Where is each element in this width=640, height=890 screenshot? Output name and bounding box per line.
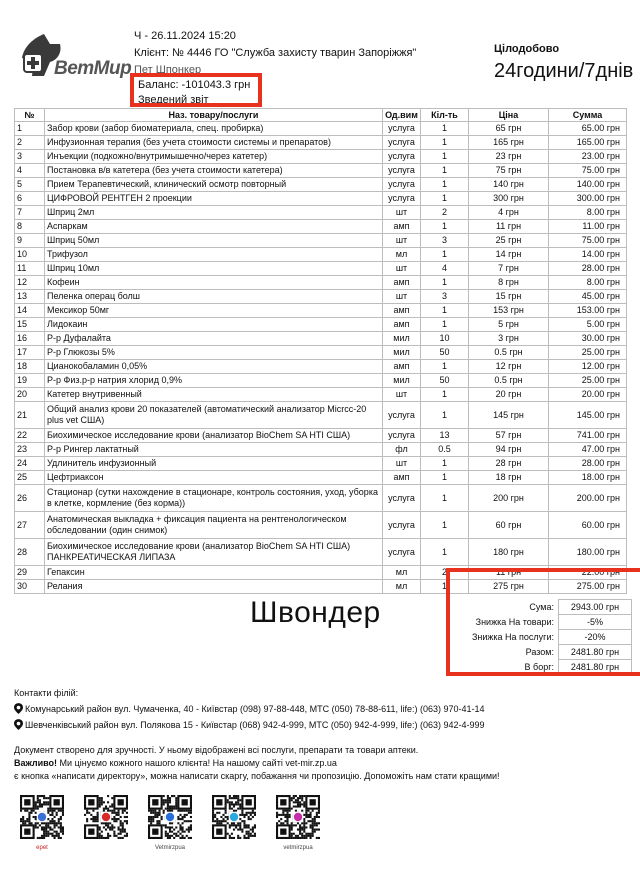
row-price: 94 грн	[469, 443, 549, 457]
row-price: 0.5 грн	[469, 374, 549, 388]
row-num: 20	[15, 388, 45, 402]
row-qty: 10	[421, 332, 469, 346]
row-num: 9	[15, 234, 45, 248]
row-name: Цианокобаламин 0,05%	[45, 360, 383, 374]
table-row	[15, 136, 627, 150]
row-name: Гепаксин	[45, 566, 383, 580]
signature: Швондер	[250, 596, 381, 629]
totals-label: В борг:	[524, 662, 554, 672]
row-qty: 1	[421, 471, 469, 485]
row-unit: амп	[383, 471, 421, 485]
row-unit: амп	[383, 276, 421, 290]
col-header-qty: Кіл-ть	[421, 109, 469, 122]
row-unit: амп	[383, 360, 421, 374]
row-name: Шприц 10мл	[45, 262, 383, 276]
row-sum: 275.00 грн	[549, 580, 627, 594]
table-row	[15, 178, 627, 192]
row-sum: 30.00 грн	[549, 332, 627, 346]
row-num: 26	[15, 485, 45, 512]
row-price: 140 грн	[469, 178, 549, 192]
row-sum: 28.00 грн	[549, 262, 627, 276]
row-qty: 1	[421, 580, 469, 594]
row-num: 12	[15, 276, 45, 290]
row-name: Р-р Глюкозы 5%	[45, 346, 383, 360]
row-qty: 1	[421, 276, 469, 290]
totals-label: Разом:	[525, 647, 554, 657]
table-row	[15, 276, 627, 290]
row-num: 13	[15, 290, 45, 304]
row-price: 15 грн	[469, 290, 549, 304]
row-name: Пеленка операц болш	[45, 290, 383, 304]
row-name: Р-р Рингер лактатный	[45, 443, 383, 457]
row-price: 200 грн	[469, 485, 549, 512]
row-qty: 1	[421, 178, 469, 192]
table-row	[15, 485, 627, 512]
row-qty: 3	[421, 290, 469, 304]
col-header-price: Ціна	[469, 109, 549, 122]
row-sum: 45.00 грн	[549, 290, 627, 304]
row-name: ЦИФРОВОЙ РЕНТГЕН 2 проекции	[45, 192, 383, 206]
row-num: 17	[15, 346, 45, 360]
row-sum: 28.00 грн	[549, 457, 627, 471]
table-row	[15, 318, 627, 332]
row-qty: 1	[421, 122, 469, 136]
row-sum: 153.00 грн	[549, 304, 627, 318]
row-price: 14 грн	[469, 248, 549, 262]
note-2-bold: Важливо!	[14, 758, 58, 768]
items-table	[14, 108, 627, 594]
row-unit: амп	[383, 318, 421, 332]
row-sum: 140.00 грн	[549, 178, 627, 192]
row-price: 60 грн	[469, 512, 549, 539]
table-row	[15, 122, 627, 136]
table-row	[15, 304, 627, 318]
date-line: Ч - 26.11.2024 15:20	[134, 30, 236, 42]
row-price: 4 грн	[469, 206, 549, 220]
branch-2-text: Шевченківський район вул. Полякова 15 - Київстар (068) 942-4-999, МТС (050) 942-4-999, life:) (063) 942-4-999	[25, 720, 485, 730]
qr-label: epet	[36, 845, 48, 851]
row-num: 19	[15, 374, 45, 388]
location-pin-icon	[14, 703, 23, 714]
row-unit: услуга	[383, 429, 421, 443]
table-row	[15, 262, 627, 276]
row-sum: 25.00 грн	[549, 346, 627, 360]
qr-code-icon[interactable]	[84, 795, 128, 839]
row-qty: 2	[421, 206, 469, 220]
row-sum: 5.00 грн	[549, 318, 627, 332]
row-num: 3	[15, 150, 45, 164]
row-price: 8 грн	[469, 276, 549, 290]
totals-value: 2481.80 грн	[559, 645, 632, 660]
row-price: 165 грн	[469, 136, 549, 150]
row-qty: 1	[421, 220, 469, 234]
row-price: 153 грн	[469, 304, 549, 318]
row-unit: шт	[383, 234, 421, 248]
row-qty: 4	[421, 262, 469, 276]
row-qty: 13	[421, 429, 469, 443]
row-num: 25	[15, 471, 45, 485]
row-num: 4	[15, 164, 45, 178]
totals-label: Сума:	[529, 602, 554, 612]
note-2	[14, 758, 337, 768]
row-num: 6	[15, 192, 45, 206]
totals-value: 2943.00 грн	[559, 600, 632, 615]
row-num: 1	[15, 122, 45, 136]
row-name: Инфузионная терапия (без учета стоимости системы и препаратов)	[45, 136, 383, 150]
table-header-row	[15, 109, 627, 122]
row-sum: 25.00 грн	[549, 374, 627, 388]
row-sum: 23.00 грн	[549, 150, 627, 164]
row-price: 18 грн	[469, 471, 549, 485]
row-num: 24	[15, 457, 45, 471]
row-price: 0.5 грн	[469, 346, 549, 360]
row-num: 27	[15, 512, 45, 539]
logo-text: ВетМир	[54, 58, 132, 79]
row-unit: амп	[383, 304, 421, 318]
branch-2	[14, 719, 485, 730]
qr-code-icon[interactable]	[20, 795, 64, 839]
row-name: Р-р Дуфалайта	[45, 332, 383, 346]
totals-value: -5%	[559, 615, 632, 630]
row-unit: услуга	[383, 485, 421, 512]
row-unit: услуга	[383, 512, 421, 539]
table-row	[15, 512, 627, 539]
table-row	[15, 150, 627, 164]
row-name: Лидокаин	[45, 318, 383, 332]
qr-label: Vetmirzpua	[154, 845, 185, 851]
row-sum: 741.00 грн	[549, 429, 627, 443]
row-sum: 12.00 грн	[549, 360, 627, 374]
col-header-num: №	[15, 109, 45, 122]
row-unit: шт	[383, 262, 421, 276]
location-pin-icon	[14, 719, 23, 730]
table-row	[15, 388, 627, 402]
row-num: 28	[15, 539, 45, 566]
row-unit: услуга	[383, 539, 421, 566]
row-qty: 50	[421, 346, 469, 360]
balance-line: Баланс: -101043.3 грн	[138, 79, 251, 91]
totals-label: Знижка На послуги:	[471, 632, 554, 642]
table-row	[15, 192, 627, 206]
row-sum: 300.00 грн	[549, 192, 627, 206]
hours-label: Цілодобово	[494, 43, 560, 55]
row-num: 18	[15, 360, 45, 374]
hours-value: 24години/7днів	[494, 60, 634, 82]
row-name: Анатомическая выкладка + фиксация пациента на рентгенологическом обследовании (один снимок)	[45, 512, 383, 539]
contacts-title: Контакти філій:	[14, 688, 79, 698]
table-row	[15, 402, 627, 429]
row-name: Общий анализ крови 20 показателей (автоматический анализатор Micrcc-20 plus vet США)	[45, 402, 383, 429]
table-row	[15, 220, 627, 234]
row-name: Аспаркам	[45, 220, 383, 234]
table-row	[15, 234, 627, 248]
note-2-text: Ми цінуємо кожного нашого клієнта! На нашому сайті vet-mir.zp.ua	[57, 758, 337, 768]
row-unit: услуга	[383, 402, 421, 429]
row-qty: 3	[421, 234, 469, 248]
qr-code-icon[interactable]	[148, 795, 192, 839]
row-price: 7 грн	[469, 262, 549, 276]
totals-value: 2481.80 грн	[559, 660, 632, 675]
row-unit: шт	[383, 206, 421, 220]
row-name: Биохимическое исследование крови (анализатор BioChem SA HTI США) ПАНКРЕАТИЧЕСКАЯ ЛИПАЗА	[45, 539, 383, 566]
vetmir-logo	[14, 30, 132, 80]
row-name: Биохимическое исследование крови (анализатор BioChem SA HTI США)	[45, 429, 383, 443]
row-unit: мил	[383, 332, 421, 346]
hidden-line: Пет Шпонкер	[134, 64, 202, 76]
row-qty: 1	[421, 150, 469, 164]
row-num: 10	[15, 248, 45, 262]
row-qty: 1	[421, 192, 469, 206]
row-name: Релания	[45, 580, 383, 594]
row-qty: 1	[421, 539, 469, 566]
row-price: 57 грн	[469, 429, 549, 443]
highlight-box-totals	[446, 568, 640, 676]
row-price: 20 грн	[469, 388, 549, 402]
row-name: Шприц 2мл	[45, 206, 383, 220]
row-unit: мил	[383, 346, 421, 360]
row-price: 75 грн	[469, 164, 549, 178]
row-price: 145 грн	[469, 402, 549, 429]
row-unit: мил	[383, 374, 421, 388]
row-num: 8	[15, 220, 45, 234]
row-qty: 1	[421, 304, 469, 318]
row-name: Инъекции (подкожно/внутримышечно/через катетер)	[45, 150, 383, 164]
row-unit: шт	[383, 388, 421, 402]
row-qty: 2	[421, 566, 469, 580]
row-sum: 75.00 грн	[549, 164, 627, 178]
row-sum: 200.00 грн	[549, 485, 627, 512]
row-qty: 1	[421, 388, 469, 402]
row-qty: 1	[421, 318, 469, 332]
row-sum: 20.00 грн	[549, 388, 627, 402]
table-row	[15, 429, 627, 443]
table-row	[15, 248, 627, 262]
row-name: Кофеин	[45, 276, 383, 290]
row-sum: 145.00 грн	[549, 402, 627, 429]
row-name: Цефтриаксон	[45, 471, 383, 485]
row-unit: мл	[383, 248, 421, 262]
row-sum: 8.00 грн	[549, 276, 627, 290]
row-sum: 65.00 грн	[549, 122, 627, 136]
row-price: 25 грн	[469, 234, 549, 248]
row-name: Стационар (сутки нахождение в стационаре, контроль состояния, уход, уборка в клетке, кормление (без корма))	[45, 485, 383, 512]
row-price: 65 грн	[469, 122, 549, 136]
row-name: Трифузол	[45, 248, 383, 262]
row-unit: услуга	[383, 150, 421, 164]
row-price: 23 грн	[469, 150, 549, 164]
row-sum: 165.00 грн	[549, 136, 627, 150]
row-sum: 22.00 грн	[549, 566, 627, 580]
row-name: Постановка в/в катетера (без учета стоимости катетера)	[45, 164, 383, 178]
totals-label: Знижка На товари:	[475, 617, 554, 627]
row-unit: шт	[383, 457, 421, 471]
row-name: Забор крови (забор биоматериала, спец. пробирка)	[45, 122, 383, 136]
table-row	[15, 164, 627, 178]
qr-code-icon[interactable]	[212, 795, 256, 839]
note-1: Документ створено для зручності. У ньому відображені всі послуги, препарати та товари аптеки.	[14, 745, 419, 755]
row-qty: 1	[421, 164, 469, 178]
row-qty: 1	[421, 457, 469, 471]
row-unit: услуга	[383, 122, 421, 136]
row-price: 180 грн	[469, 539, 549, 566]
row-num: 2	[15, 136, 45, 150]
row-sum: 60.00 грн	[549, 512, 627, 539]
col-header-unit: Од.вим	[383, 109, 421, 122]
row-unit: услуга	[383, 192, 421, 206]
row-num: 15	[15, 318, 45, 332]
table-row	[15, 346, 627, 360]
row-num: 22	[15, 429, 45, 443]
row-unit: мл	[383, 566, 421, 580]
row-unit: шт	[383, 290, 421, 304]
row-unit: фл	[383, 443, 421, 457]
row-num: 16	[15, 332, 45, 346]
row-qty: 1	[421, 402, 469, 429]
table-row	[15, 360, 627, 374]
row-price: 3 грн	[469, 332, 549, 346]
col-header-sum: Сумма	[549, 109, 627, 122]
row-sum: 47.00 грн	[549, 443, 627, 457]
table-row	[15, 457, 627, 471]
table-row	[15, 374, 627, 388]
client-line: Клієнт: № 4446 ГО "Служба захисту тварин Запоріжжя"	[134, 47, 417, 59]
row-unit: услуга	[383, 178, 421, 192]
row-num: 5	[15, 178, 45, 192]
branch-1-text: Комунарський район вул. Чумаченка, 40 - Київстар (098) 97-88-448, МТС (050) 78-88-611, life:) (063) 970-41-14	[25, 704, 485, 714]
row-sum: 11.00 грн	[549, 220, 627, 234]
row-price: 275 грн	[469, 580, 549, 594]
row-qty: 0.5	[421, 443, 469, 457]
row-num: 21	[15, 402, 45, 429]
table-row	[15, 332, 627, 346]
row-price: 28 грн	[469, 457, 549, 471]
row-qty: 50	[421, 374, 469, 388]
row-num: 23	[15, 443, 45, 457]
row-price: 12 грн	[469, 360, 549, 374]
row-name: Катетер внутривенный	[45, 388, 383, 402]
row-price: 5 грн	[469, 318, 549, 332]
row-qty: 1	[421, 360, 469, 374]
row-num: 30	[15, 580, 45, 594]
row-num: 7	[15, 206, 45, 220]
table-row	[15, 443, 627, 457]
row-price: 11 грн	[469, 220, 549, 234]
qr-code-icon[interactable]	[276, 795, 320, 839]
row-sum: 18.00 грн	[549, 471, 627, 485]
row-qty: 1	[421, 248, 469, 262]
row-num: 29	[15, 566, 45, 580]
row-name: Прием Терапевтический, клинический осмотр повторный	[45, 178, 383, 192]
row-unit: амп	[383, 220, 421, 234]
totals-value: -20%	[559, 630, 632, 645]
row-qty: 1	[421, 485, 469, 512]
col-header-name: Наз. товару/послуги	[45, 109, 383, 122]
highlight-box-balance	[130, 73, 262, 107]
row-unit: услуга	[383, 164, 421, 178]
row-qty: 1	[421, 136, 469, 150]
row-name: Мексикор 50мг	[45, 304, 383, 318]
table-row	[15, 206, 627, 220]
branch-1	[14, 703, 485, 714]
table-row	[15, 471, 627, 485]
qr-label: vetmirzpua	[283, 845, 313, 851]
row-name: Удлинитель инфузионный	[45, 457, 383, 471]
table-row	[15, 539, 627, 566]
row-unit: услуга	[383, 136, 421, 150]
report-line: Зведений звіт	[138, 94, 209, 106]
row-num: 14	[15, 304, 45, 318]
row-price: 11 грн	[469, 566, 549, 580]
row-qty: 1	[421, 512, 469, 539]
row-sum: 8.00 грн	[549, 206, 627, 220]
row-price: 300 грн	[469, 192, 549, 206]
row-sum: 14.00 грн	[549, 248, 627, 262]
row-name: Шприц 50мл	[45, 234, 383, 248]
row-unit: мл	[383, 580, 421, 594]
row-num: 11	[15, 262, 45, 276]
note-3: є кнопка «написати директору», можна написати скаргу, побажання чи пропозицію. Допоможіть нам стати кращими!	[14, 771, 500, 781]
row-sum: 180.00 грн	[549, 539, 627, 566]
table-row	[15, 290, 627, 304]
row-sum: 75.00 грн	[549, 234, 627, 248]
row-name: Р-р Физ.р-р натрия хлорид 0,9%	[45, 374, 383, 388]
